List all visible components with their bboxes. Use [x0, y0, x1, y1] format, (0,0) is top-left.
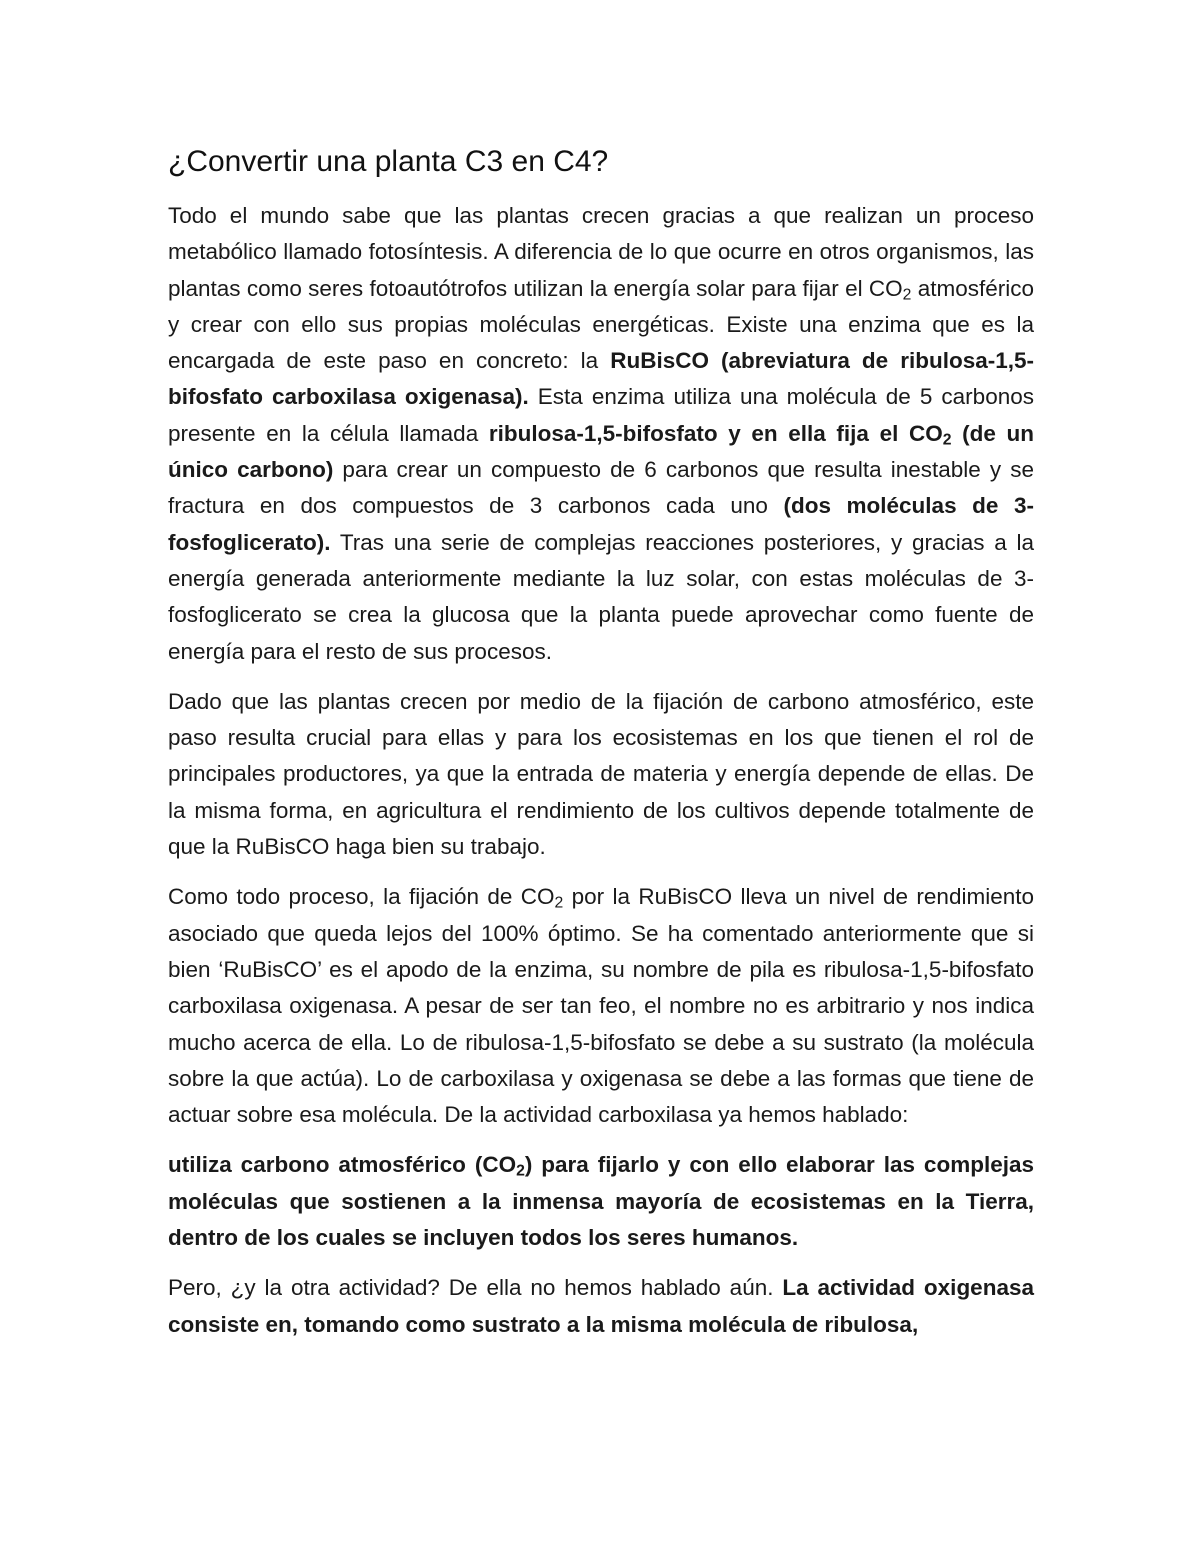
bold-text: ) para fijarlo y con ello elaborar las complejas moléculas que sostienen a la inmensa mayoría de ecosistemas en la Tierra, dentro de los cuales se incluyen todos los seres humanos.	[168, 1152, 1034, 1251]
subscript: 2	[942, 431, 952, 449]
document-body	[168, 140, 1034, 1357]
text-run: Todo el mundo sabe que las plantas crecen gracias a que realizan un proceso metabólico llamado fotosíntesis. A diferencia de lo que ocurre en otros organismos, las plantas como seres fotoautótrofos utilizan la energía solar para fijar el CO	[168, 203, 1034, 301]
paragraph-fijacion: Dado que las plantas crecen por medio de la fijación de carbono atmosférico, este paso resulta crucial para ellas y para los ecosistemas en los que tienen el rol de principales productores, ya que la entrada de materia y energía depende de ellas. De la misma forma, en agricultura el rendimiento de los cultivos depende totalmente de que la RuBisCO haga bien su trabajo.	[168, 688, 1034, 860]
paragraph-oxigenasa	[168, 1270, 1034, 1343]
text-run: para crear un compuesto de 6 carbonos que resulta inestable y se fractura en dos compuestos de 3 carbonos cada uno	[168, 457, 1035, 519]
bold-text: utiliza carbono atmosférico (CO	[168, 1152, 517, 1178]
bold-run-rubisco: RuBisCO (abreviatura de ribulosa-1,5-bifosfato carboxilasa oxigenasa).	[168, 348, 1035, 410]
bold-run-oxigenasa: La actividad oxigenasa consiste en, tomando como sustrato a la misma molécula de ribulosa,	[168, 1275, 1034, 1337]
paragraph-fotosintesis	[168, 198, 1034, 670]
text-run: por la RuBisCO lleva un nivel de rendimiento asociado que queda lejos del 100% óptimo. Se ha comentado anteriormente que si bien ‘RuBisCO’ es el apodo de la enzima, su nombre de pila es ribulosa-1,5-bifosfato carboxilasa oxigenasa. A pesar de ser tan feo, el nombre no es arbitrario y nos indica mucho acerca de ella. Lo de ribulosa-1,5-bifosfato se debe a su sustrato (la molécula sobre la que actúa). Lo de carboxilasa y oxigenasa se debe a las formas que tiene de actuar sobre esa molécula. De la actividad carboxilasa ya hemos hablado:	[168, 884, 1034, 1128]
paragraph-carboxilasa	[168, 1147, 1034, 1256]
text-run: Pero, ¿y la otra actividad? De ella no hemos hablado aún.	[168, 1275, 783, 1301]
bold-run-fosfoglicerato: (dos moléculas de 3-fosfoglicerato).	[168, 493, 1034, 555]
text-run: Como todo proceso, la fijación de CO	[168, 884, 555, 910]
subscript: 2	[902, 286, 912, 304]
text-run: Tras una serie de complejas reacciones posteriores, y gracias a la energía generada anteriormente mediante la luz solar, con estas moléculas de 3-fosfoglicerato se crea la glucosa que la planta puede aprovechar como fuente de energía para el resto de sus procesos.	[168, 529, 1034, 664]
bold-run	[168, 1152, 1034, 1250]
subscript: 2	[516, 1162, 525, 1180]
bold-text: (de un único carbono)	[168, 420, 1034, 483]
document-title: ¿Convertir una planta C3 en C4?	[168, 145, 609, 178]
subscript: 2	[554, 894, 564, 912]
bold-text: ribulosa-1,5-bifosfato y en ella fija el CO	[488, 420, 943, 446]
text-run: Esta enzima utiliza una molécula de 5 carbonos presente en la célula llamada	[168, 384, 1034, 446]
text-run: atmosférico y crear con ello sus propias moléculas energéticas. Existe una enzima que es la encargada de este paso en concreto: la	[168, 275, 1034, 374]
paragraph-rendimiento	[168, 879, 1034, 1133]
